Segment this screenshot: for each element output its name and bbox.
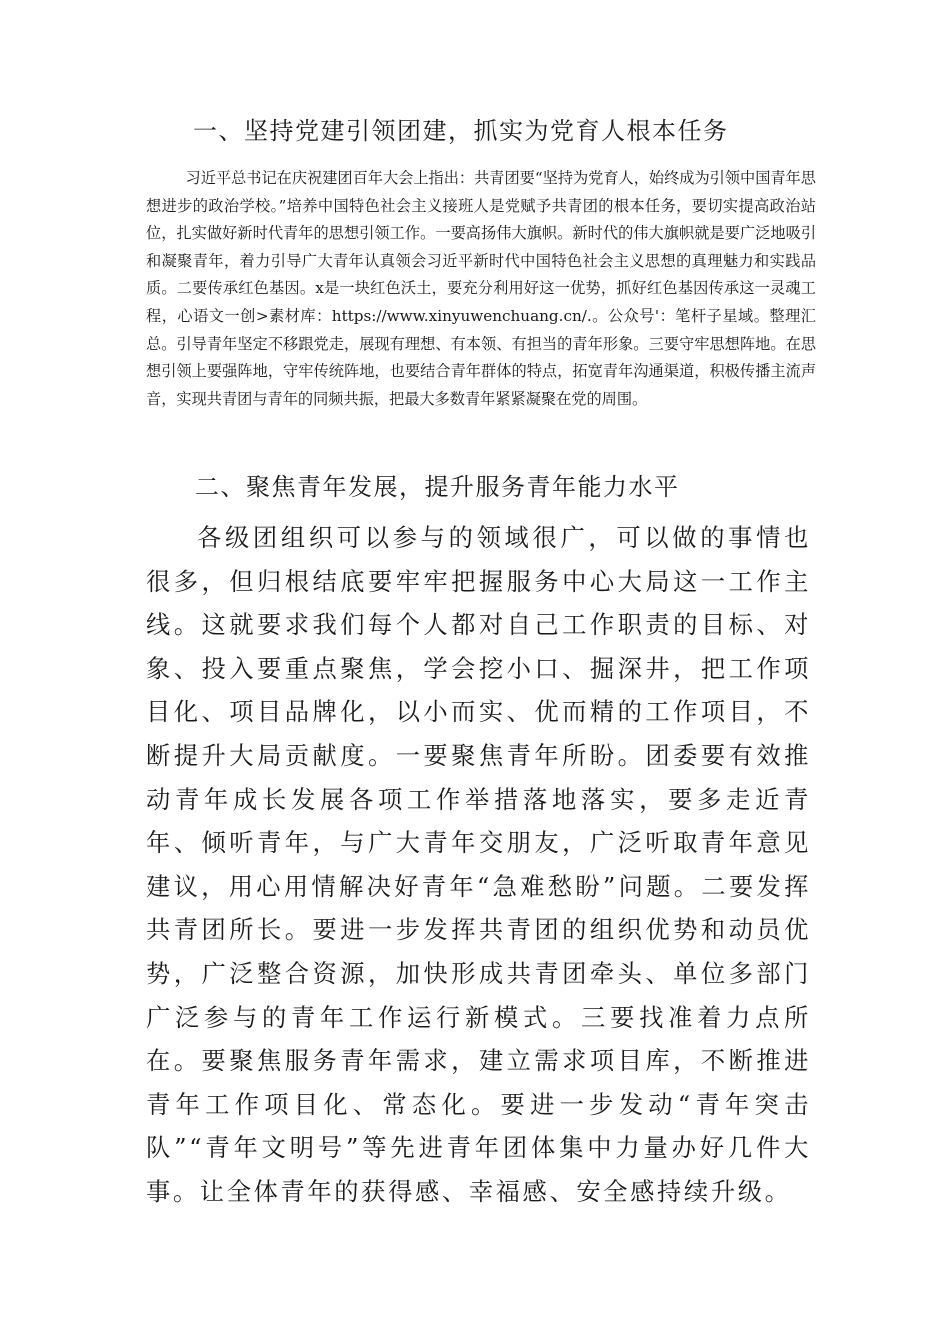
section-2-paragraph: 各级团组织可以参与的领域很广，可以做的事情也很多，但归根结底要牢牢把握服务中心大局这一工作主线。这就要求我们每个人都对自己工作职责的目标、对象、投入要重点聚焦，学会挖小口、掘深井，把工作项目化、项目品牌化，以小而实、优而精的工作项目，不断提升大局贡献度。一要聚焦青年所盼。团委要有效推动青年成长发展各项工作举措落地落实，要多走近青年、倾听青年，与广大青年交朋友，广泛听取青年意见建议，用心用情解决好青年“急难愁盼”问题。二要发挥共青团所长。要进一步发挥共青团的组织优势和动员优势，广泛整合资源，加快形成共青团牵头、单位多部门广泛参与的青年工作运行新模式。三要找准着力点所在。要聚焦服务青年需求，建立需求项目库，不断推进青年工作项目化、常态化。要进一步发动“青年突击队”“青年文明号”等先进青年团体集中力量办好几件大事。让全体青年的获得感、幸福感、安全感持续升级。 (146, 523, 811, 1206)
section-2-heading: 二、聚焦青年发展，提升服务青年能力水平 (195, 473, 680, 501)
section-1-paragraph: 习近平总书记在庆祝建团百年大会上指出：共青团要“坚持为党育人，始终成为引领中国青年思想进步的政治学校。”培养中国特色社会主义接班人是党赋予共青团的根本任务，要切实提高政治站位，扎实做好新时代青年的思想引领工作。一要高扬伟大旗帜。新时代的伟大旗帜就是要广泛地吸引和凝聚青年，着力引导广大青年认真领会习近平新时代中国特色社会主义思想的真理魅力和实践品质。二要传承红色基因。x是一块红色沃土，要充分利用好这一优势，抓好红色基因传承这一灵魂工程，心语文一创>素材库：https://www.xinyuwenchuang.cn/.。公众号'：笔杆子星域。整理汇总。引导青年坚定不移跟党走，展现有理想、有本领、有担当的青年形象。三要守牢思想阵地。在思想引领上要强阵地，守牢传统阵地，也要结合青年群体的特点，拓宽青年沟通渠道，积极传播主流声音，实现共青团与青年的同频共振，把最大多数青年紧紧凝聚在党的周围。 (146, 169, 816, 408)
section-1-heading: 一、坚持党建引领团建，抓实为党育人根本任务 (193, 117, 729, 145)
